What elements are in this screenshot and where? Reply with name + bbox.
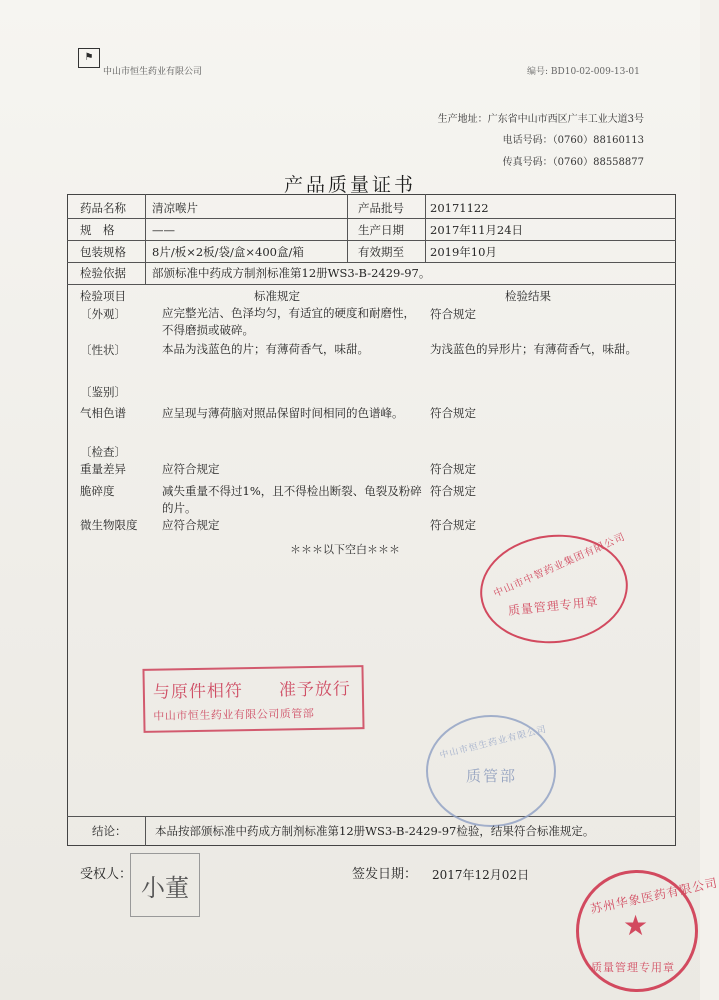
- inspection-standard: 本品为浅蓝色的片；有薄荷香气，味甜。: [162, 342, 369, 356]
- spec-value: ——: [152, 223, 175, 237]
- blank-below-note: ＊＊＊以下空白＊＊＊: [290, 543, 400, 556]
- inspection-section: 〔检查〕: [80, 445, 126, 459]
- col-divider: [145, 816, 146, 846]
- batch-value: 20171122: [430, 201, 489, 215]
- dept-seal-stamp: [426, 715, 556, 827]
- qa-seal-center: 质量管理专用章: [507, 594, 600, 618]
- inspection-item: 气相色谱: [80, 406, 126, 420]
- row-divider: [67, 816, 676, 817]
- inspection-result: 符合规定: [430, 484, 476, 498]
- company-logo-icon: ⚑: [78, 48, 100, 68]
- batch-label: 产品批号: [358, 201, 404, 215]
- inspection-result: 符合规定: [430, 518, 476, 532]
- fax-number: 传真号码：（0760）88558877: [502, 157, 644, 168]
- company-name-header: 中山市恒生药业有限公司: [103, 67, 203, 77]
- pack-value: 8片/板×2板/袋/盒×400盒/箱: [152, 245, 304, 259]
- row-divider: [67, 262, 676, 263]
- issue-date-value: 2017年12月02日: [432, 868, 530, 882]
- star-icon: ★: [623, 909, 649, 942]
- inspection-standard: 应符合规定: [162, 462, 220, 476]
- production-address: 生产地址：广东省中山市西区广丰工业大道3号: [437, 114, 644, 125]
- pack-label: 包装规格: [80, 245, 126, 259]
- qa-seal-text: 中山市中智药业集团有限公司: [492, 531, 628, 600]
- release-stamp-line1: 与原件相符 准予放行: [152, 679, 352, 703]
- inspection-result: 符合规定: [430, 462, 476, 476]
- suzhou-seal-stamp: [576, 870, 719, 992]
- basis-value: 部颁标准中药成方制剂标准第12册WS3-B-2429-97。: [152, 266, 431, 280]
- mfg-date-value: 2017年11月24日: [430, 223, 524, 237]
- col-header-result: 检验结果: [505, 289, 551, 303]
- product-name-label: 药品名称: [80, 201, 126, 215]
- product-name-value: 清凉喉片: [152, 201, 198, 215]
- inspection-item: 〔性状〕: [80, 343, 126, 357]
- phone-number: 电话号码：（0760）88160113: [502, 135, 644, 146]
- conclusion-label: 结论：: [92, 824, 127, 838]
- col-divider: [145, 194, 146, 284]
- dept-seal-text: 中山市恒生药业有限公司: [438, 724, 548, 762]
- inspection-result: 为浅蓝色的异形片；有薄荷香气，味甜。: [430, 342, 637, 356]
- col-divider: [347, 194, 348, 262]
- col-divider: [425, 194, 426, 262]
- inspection-standard: 减失重量不得过1%，且不得检出断裂、龟裂及粉碎的片。: [162, 484, 422, 515]
- row-divider: [67, 284, 676, 285]
- suzhou-seal-center: 质量管理专用章: [591, 961, 675, 974]
- inspection-item: 重量差异: [80, 462, 126, 476]
- dept-seal-center: 质管部: [466, 767, 518, 785]
- spec-label: 规 格: [80, 223, 115, 237]
- basis-label: 检验依据: [80, 266, 126, 280]
- inspection-item: 微生物限度: [80, 518, 138, 532]
- inspection-standard: 应完整光洁、色泽均匀，有适宜的硬度和耐磨性，不得磨损或破碎。: [162, 306, 415, 337]
- row-divider: [67, 240, 676, 241]
- expiry-value: 2019年10月: [430, 245, 497, 259]
- signature-box: [130, 853, 200, 917]
- certificate-table: [67, 194, 676, 846]
- inspection-item: 〔外观〕: [80, 307, 126, 321]
- release-stamp: [142, 665, 364, 733]
- inspection-standard: 应符合规定: [162, 518, 220, 532]
- row-divider: [67, 218, 676, 219]
- inspection-item: 脆碎度: [80, 484, 115, 498]
- suzhou-seal-text: 苏州华象医药有限公司: [589, 875, 719, 917]
- inspection-result: 符合规定: [430, 406, 476, 420]
- page-title: 产品质量证书: [283, 174, 416, 196]
- expiry-label: 有效期至: [358, 245, 404, 259]
- col-header-standard: 标准规定: [254, 289, 300, 303]
- mfg-date-label: 生产日期: [358, 223, 404, 237]
- inspection-standard: 应呈现与薄荷脑对照品保留时间相同的色谱峰。: [162, 406, 404, 420]
- issue-date-label: 签发日期：: [352, 867, 418, 882]
- document-number: 编号: BD10-02-009-13-01: [527, 67, 640, 77]
- authorized-label: 受权人：: [80, 867, 133, 882]
- inspection-section: 〔鉴别〕: [80, 385, 126, 399]
- inspection-result: 符合规定: [430, 307, 476, 321]
- authorized-signature: 小董: [141, 874, 189, 902]
- release-stamp-line2: 中山市恒生药业有限公司质管部: [153, 706, 315, 723]
- col-header-item: 检验项目: [80, 289, 126, 303]
- conclusion-text: 本品按部颁标准中药成方制剂标准第12册WS3-B-2429-97检验，结果符合标准规定。: [155, 824, 595, 838]
